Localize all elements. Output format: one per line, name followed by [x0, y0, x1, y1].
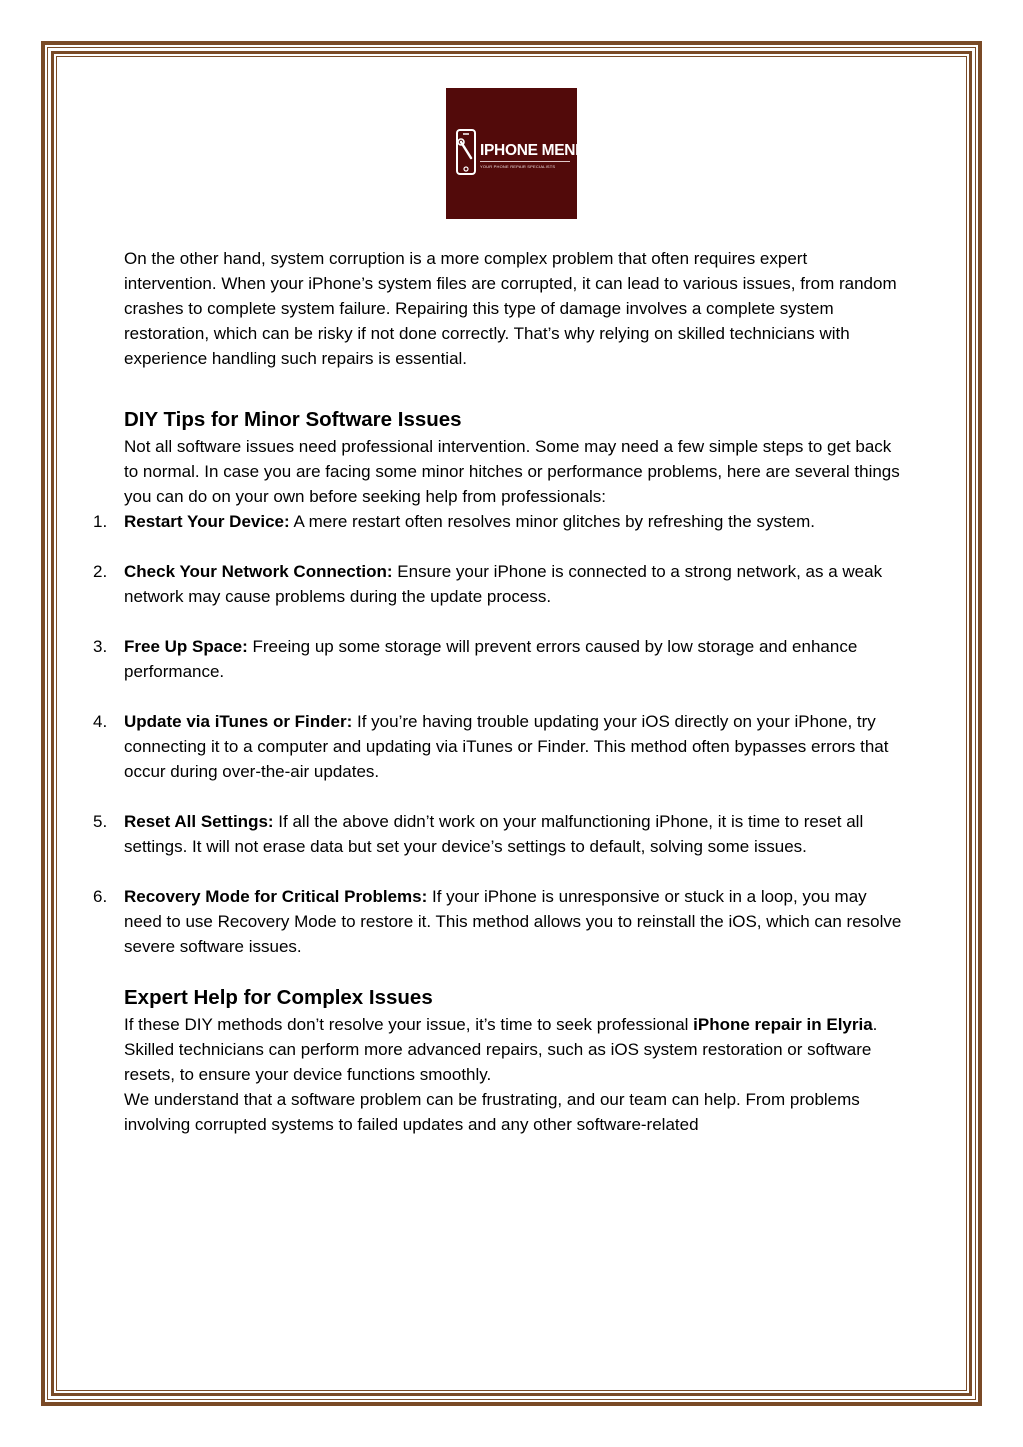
list-item — [93, 509, 904, 534]
list-number: 3. — [93, 637, 108, 656]
logo-divider — [480, 161, 570, 162]
paragraph-team-help: We understand that a software problem can be frustrating, and our team can help. From problems involving corrupted systems to failed updates and any other software-related — [124, 1090, 860, 1134]
list-number: 6. — [93, 887, 108, 906]
paragraph-system-corruption: On the other hand, system corruption is a more complex problem that often requires expert intervention. When your iPhone’s system files are corrupted, it can lead to various issues, from random crashes to complete system failure. Repairing this type of damage involves a complete system restoration, which can be risky if not done correctly. That’s why relying on skilled technicians with experience handling such repairs is essential. — [124, 249, 897, 368]
paragraph-expert-help — [124, 1012, 904, 1087]
expert-text-after: . Skilled technicians can perform more advanced repairs, such as iOS system restoration or software resets, to ensure your device functions smoothly. — [124, 1015, 878, 1084]
list-item — [93, 809, 904, 859]
phone-wrench-icon — [455, 128, 479, 178]
heading-diy-tips: DIY Tips for Minor Software Issues — [124, 408, 462, 431]
paragraph-diy-intro: Not all software issues need professional intervention. Some may need a few simple steps to get back to normal. In case you are facing some minor hitches or performance problems, here are several things you can do on your own before seeking help from professionals: — [124, 437, 900, 506]
list-number: 4. — [93, 712, 108, 731]
diy-tips-list — [93, 509, 904, 959]
tip-title: Restart Your Device: — [124, 512, 290, 531]
heading-expert-help: Expert Help for Complex Issues — [124, 986, 433, 1009]
tip-title: Update via iTunes or Finder: — [124, 712, 353, 731]
tip-text: If all the above didn’t work on your malfunctioning iPhone, it is time to reset all settings. It will not erase data but set your device’s settings to default, solving some issues. — [124, 812, 864, 856]
document-body — [93, 246, 904, 1137]
tip-text: Ensure your iPhone is connected to a strong network, as a weak network may cause problems during the update process. — [124, 562, 883, 606]
expert-text-bold: iPhone repair in Elyria — [693, 1015, 873, 1034]
list-number: 1. — [93, 512, 108, 531]
list-item — [93, 709, 904, 784]
list-item — [93, 884, 904, 959]
logo-brand-name: IPHONE MEND — [480, 142, 587, 159]
tip-title: Recovery Mode for Critical Problems: — [124, 887, 428, 906]
list-number: 5. — [93, 812, 108, 831]
logo-tagline: YOUR PHONE REPAIR SPECIALISTS — [480, 164, 556, 169]
expert-text-before: If these DIY methods don’t resolve your issue, it’s time to seek professional — [124, 1015, 694, 1034]
iphone-mend-logo — [446, 88, 587, 219]
tip-text: A mere restart often resolves minor glitches by refreshing the system. — [289, 512, 816, 531]
tip-text: If you’re having trouble updating your iOS directly on your iPhone, try connecting it to a computer and updating via iTunes or Finder. This method often bypasses errors that occur during over-the-air updates. — [124, 712, 889, 781]
tip-text: Freeing up some storage will prevent errors caused by low storage and enhance performance. — [124, 637, 858, 681]
list-item — [93, 559, 904, 609]
tip-title: Free Up Space: — [124, 637, 248, 656]
list-item — [93, 634, 904, 684]
list-number: 2. — [93, 562, 108, 581]
tip-title: Reset All Settings: — [124, 812, 274, 831]
tip-title: Check Your Network Connection: — [124, 562, 393, 581]
tip-text: If your iPhone is unresponsive or stuck in a loop, you may need to use Recovery Mode to restore it. This method allows you to reinstall the iOS, which can resolve severe software issues. — [124, 887, 902, 956]
